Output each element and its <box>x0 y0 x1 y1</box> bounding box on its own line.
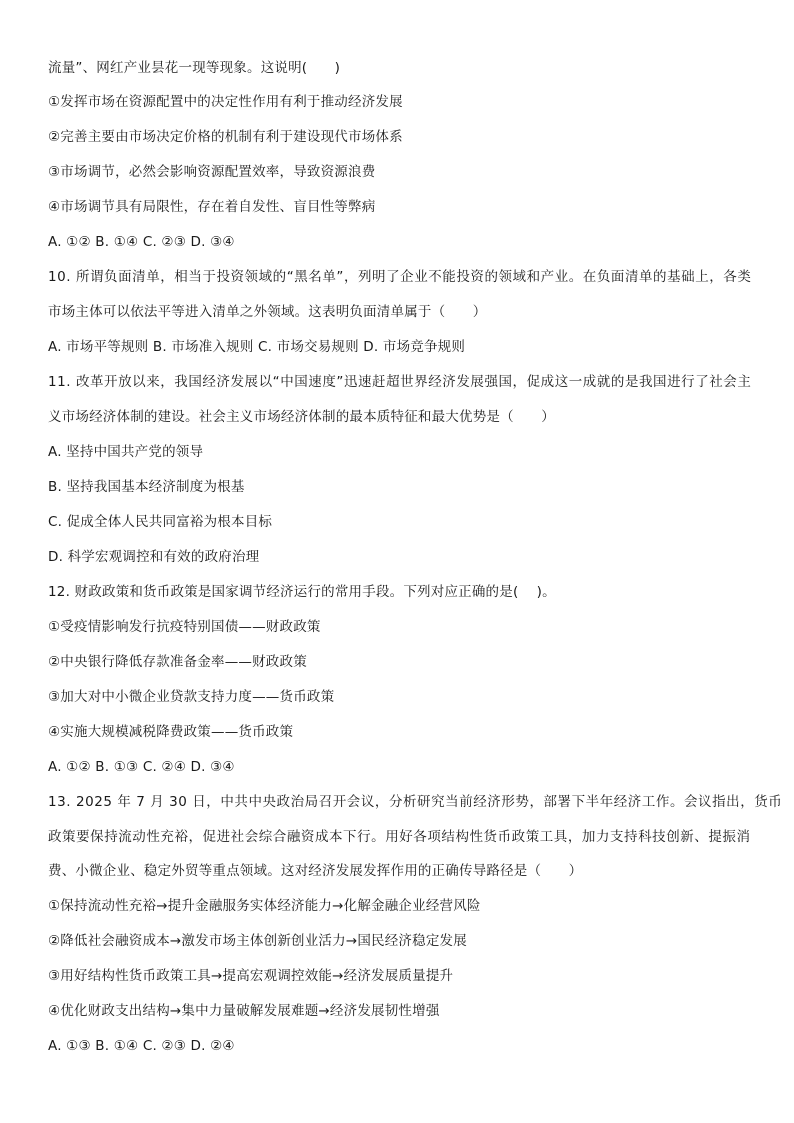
q13-answer-choices: A. ①③ B. ①④ C. ②③ D. ②④ <box>48 1038 235 1054</box>
q9-option-1: ①发挥市场在资源配置中的决定性作用有利于推动经济发展 <box>48 94 403 110</box>
q11-stem-line-2: 义市场经济体制的建设。社会主义市场经济体制的最本质特征和最大优势是（ ） <box>48 409 555 425</box>
q11-option-d: D. 科学宏观调控和有效的政府治理 <box>48 549 260 565</box>
q10-stem-line-2: 市场主体可以依法平等进入清单之外领域。这表明负面清单属于（ ） <box>48 304 487 320</box>
q10-stem-line-1: 10. 所谓负面清单，相当于投资领域的“黑名单”，列明了企业不能投资的领域和产业。在负面清单的基础上，各类 <box>48 269 752 285</box>
q13-option-1: ①保持流动性充裕→提升金融服务实体经济能力→化解金融企业经营风险 <box>48 898 481 914</box>
q12-stem: 12. 财政政策和货币政策是国家调节经济运行的常用手段。下列对应正确的是( )。 <box>48 584 556 600</box>
q12-option-3: ③加大对中小微企业贷款支持力度——货币政策 <box>48 689 335 705</box>
q9-answer-choices: A. ①② B. ①④ C. ②③ D. ③④ <box>48 234 235 250</box>
q11-option-c: C. 促成全体人民共同富裕为根本目标 <box>48 514 273 530</box>
q13-option-4: ④优化财政支出结构→集中力量破解发展难题→经济发展韧性增强 <box>48 1003 440 1019</box>
q13-stem-line-2: 政策要保持流动性充裕，促进社会综合融资成本下行。用好各项结构性货币政策工具，加力支持科技创新、提振消 <box>48 829 751 845</box>
q11-stem-line-1: 11. 改革开放以来，我国经济发展以“中国速度”迅速赶超世界经济发展强国，促成这一成就的是我国进行了社会主 <box>48 374 752 390</box>
q10-answer-choices: A. 市场平等规则 B. 市场准入规则 C. 市场交易规则 D. 市场竞争规则 <box>48 339 466 355</box>
q13-option-3: ③用好结构性货币政策工具→提高宏观调控效能→经济发展质量提升 <box>48 968 454 984</box>
q9-stem-tail: 流量”、网红产业昙花一现等现象。这说明( ) <box>48 60 341 76</box>
q12-answer-choices: A. ①② B. ①③ C. ②④ D. ③④ <box>48 759 235 775</box>
q13-stem-line-1: 13. 2025 年 7 月 30 日，中共中央政治局召开会议，分析研究当前经济形势，部署下半年经济工作。会议指出，货币 <box>48 794 783 810</box>
q13-stem-line-3: 费、小微企业、稳定外贸等重点领域。这对经济发展发挥作用的正确传导路径是（ ） <box>48 863 583 879</box>
q12-option-1: ①受疫情影响发行抗疫特别国债——财政政策 <box>48 619 321 635</box>
q11-option-a: A. 坚持中国共产党的领导 <box>48 444 204 460</box>
q9-option-2: ②完善主要由市场决定价格的机制有利于建设现代市场体系 <box>48 129 403 145</box>
q9-option-3: ③市场调节，必然会影响资源配置效率，导致资源浪费 <box>48 164 376 180</box>
q13-option-2: ②降低社会融资成本→激发市场主体创新创业活力→国民经济稳定发展 <box>48 933 467 949</box>
q11-option-b: B. 坚持我国基本经济制度为根基 <box>48 479 245 495</box>
q9-option-4: ④市场调节具有局限性，存在着自发性、盲目性等弊病 <box>48 199 376 215</box>
q12-option-4: ④实施大规模减税降费政策——货币政策 <box>48 724 294 740</box>
q12-option-2: ②中央银行降低存款准备金率——财政政策 <box>48 654 307 670</box>
